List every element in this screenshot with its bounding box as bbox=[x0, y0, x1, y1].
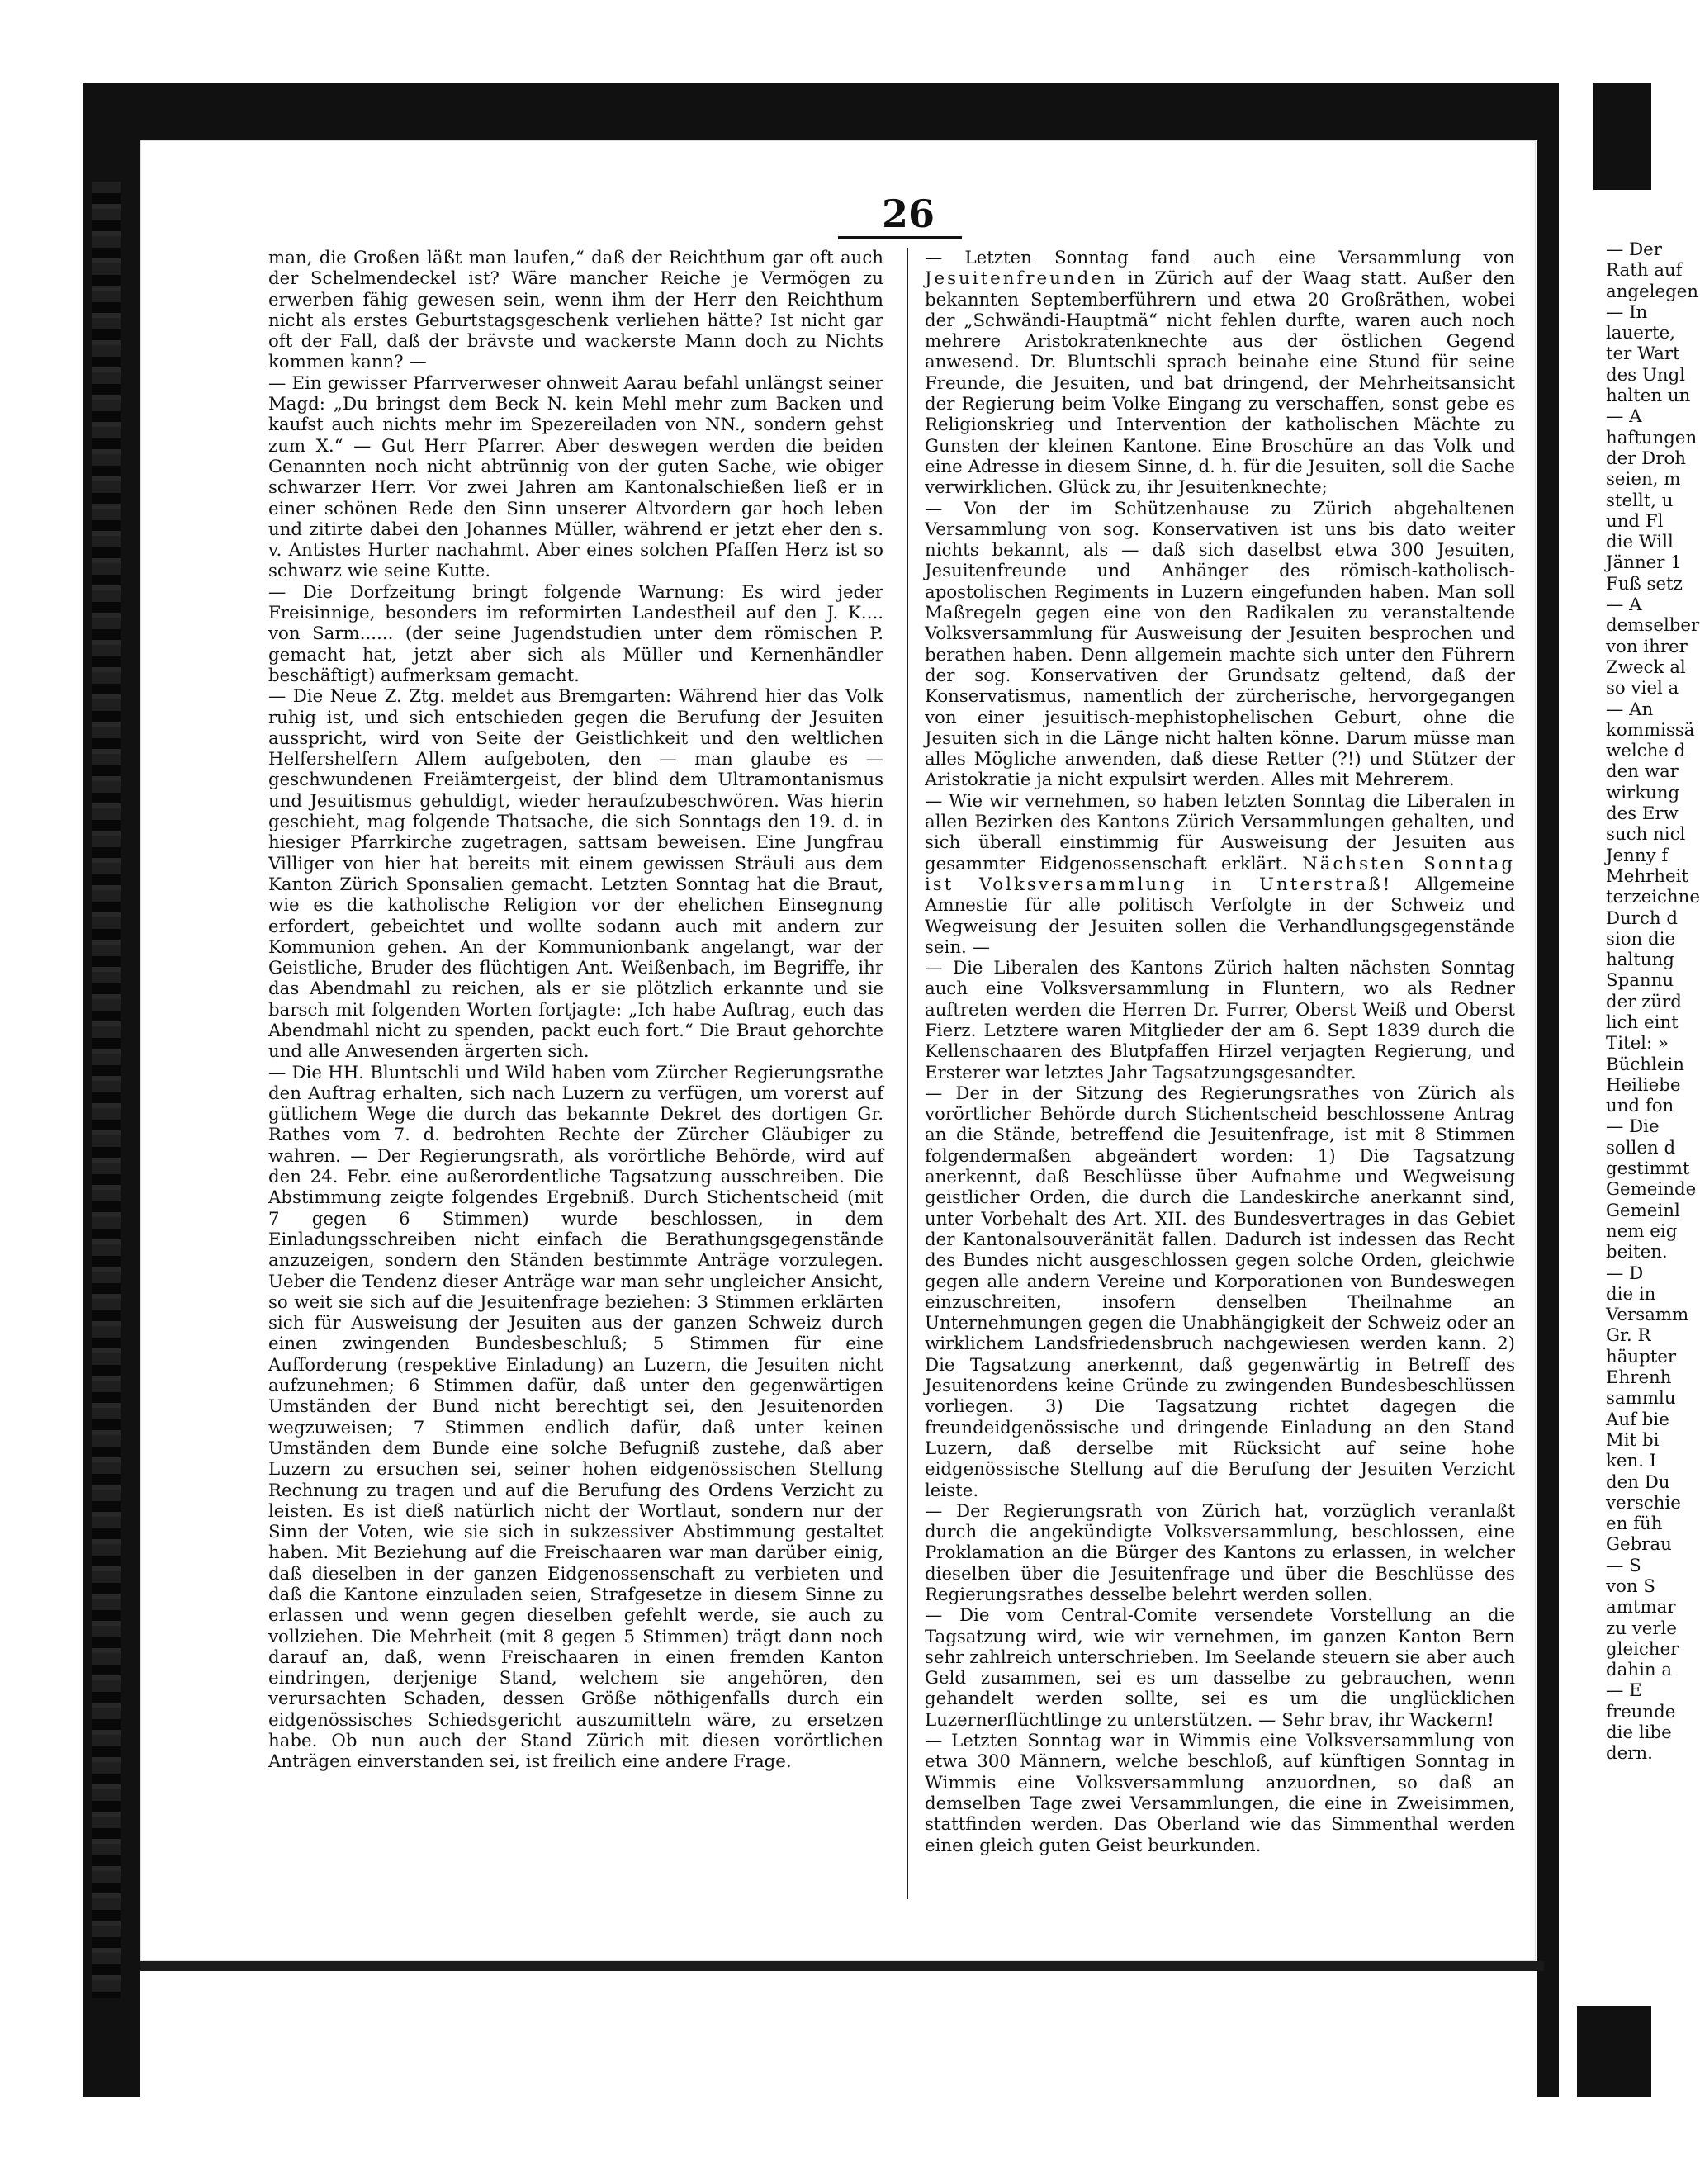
scan-edge-top bbox=[83, 83, 1544, 140]
fragment-line: dahin a bbox=[1606, 1660, 1673, 1681]
fragment-line: sammlu bbox=[1606, 1388, 1676, 1409]
column-divider bbox=[907, 248, 908, 1899]
fragment-line: stellt, u bbox=[1606, 490, 1674, 511]
scan-corner-bottom-right bbox=[1577, 2006, 1651, 2097]
article-paragraph: — Die Neue Z. Ztg. meldet aus Bremgarten: Während hier das Volk ruhig ist, und sich entschieden gegen die Berufung der Jesuiten ausspricht, wird von Seite der Geistlichkeit und den weltlichen Helfershelfern Allem aufgeboten, den — man glaube es — geschwundenen Freiämtergeist, der blind dem Ultramontanismus und Jesuitismus gehuldigt, wieder heraufzubeschwören. Was hierin geschieht, mag folgende Thatsache, die sich Sonntags den 19. d. in hiesiger Pfarrkirche zugetragen, sattsam beweisen. Eine Jungfrau Villiger von hier hat bereits mit einem gewissen Sträuli aus dem Kanton Zürich Sponsalien gemacht. Letzten Sonntag hat die Braut, wie es die katholische Religion vor der ehelichen Einsegnung erfordert, gebeichtet und wollte sodann auch mit andern zur Kommunion gehen. An der Kommunionbank angelangt, war der Geistliche, Bruder des flüchtigen Ant. Weißenbach, im Begriffe, ihr das Abendmahl zu reichen, als er sie plötzlich erkannte und sie barsch mit folgenden Worten fortjagte: „Ich habe Auftrag, euch das Abendmahl nicht zu spenden, packt euch fort.“ Die Braut gehorchte und alle Anwesenden ärgerten sich. bbox=[268, 686, 883, 1063]
scan-gap bbox=[1560, 83, 1593, 2097]
fragment-line: Durch d bbox=[1606, 907, 1679, 929]
paragraph-text: — Wie wir vernehmen, so haben letzten Sonntag die Liberalen in allen Bezirken des Kantons Zürich Versammlungen gehalten, und sich überall einstimmig für Ausweisung der Jesuiten aus gesammter Eidgenossenschaft erklärt. bbox=[925, 790, 1515, 874]
article-paragraph bbox=[925, 1731, 1515, 1856]
fragment-line: halten un bbox=[1606, 386, 1691, 407]
fragment-line: such nicl bbox=[1606, 824, 1686, 846]
fragment-line: zu verle bbox=[1606, 1618, 1677, 1639]
fragment-line: verschie bbox=[1606, 1492, 1681, 1514]
fragment-line: Rath auf bbox=[1606, 260, 1683, 282]
fragment-line: seien, m bbox=[1606, 469, 1681, 490]
fragment-line: sollen d bbox=[1606, 1137, 1676, 1158]
spaced-emphasis: Jesuitenfreunden bbox=[925, 268, 1118, 290]
fragment-line: häupter bbox=[1606, 1346, 1677, 1367]
paragraph-text: — Die vom Central-Comite versendete Vorstellung an die Tagsatzung wird, wie wir vernehmen, im ganzen Kanton Bern sehr zahlreich unterschrieben. Im Seelande steuern sie aber auch Geld zusammen, sei es um dasselbe zu gebrauchen, wenn gehandelt werden sollte, sei es um die unglücklichen Luzernerflüchtlinge zu unterstützen. — Sehr brav, ihr Wackern! bbox=[925, 1605, 1515, 1731]
paragraph-text: — Von der im Schützenhause zu Zürich abgehaltenen Versammlung von sog. Konservativen ist uns bis dato weiter nichts bekannt, als — daß sich daselbst etwa 300 Jesuiten, Jesuitenfreunde und Anhänger des römisch-katholisch-apostolischen Regiments in Luzern eingefunden haben. Man soll Maßregeln gegen eine von den Radikalen zu veranstaltende Volksversammlung für Ausweisung der Jesuiten besprochen und berathen haben. Denn allgemein machte sich unter den Führern der sog. Konservativen der Grundsatz geltend, daß der Konservatismus, namentlich der zürcherische, hervorgegangen von einer jesuitisch-mephistophelischen Geburt, ohne die Jesuiten sich in die Länge nicht halten könne. Darum müsse man alles Mögliche anwenden, daß diese Retter (?!) und Stützer der Aristokratie ja nicht expulsirt werden. Alles mit Mehrerem. bbox=[925, 498, 1515, 791]
fragment-line: Mit bi bbox=[1606, 1429, 1660, 1451]
fragment-line: von S bbox=[1606, 1576, 1655, 1597]
article-paragraph bbox=[925, 248, 1515, 499]
fragment-line: Titel: » bbox=[1606, 1033, 1669, 1054]
fragment-line: wirkung bbox=[1606, 782, 1680, 803]
fragment-line: Heiliebe bbox=[1606, 1074, 1681, 1096]
article-paragraph bbox=[925, 499, 1515, 791]
scan-corner-top-right bbox=[1593, 83, 1651, 190]
fragment-line: gleicher bbox=[1606, 1638, 1679, 1660]
fragment-line: welche d bbox=[1606, 741, 1686, 762]
fragment-line: Fuß setz bbox=[1606, 573, 1683, 595]
fragment-line: — Der bbox=[1606, 239, 1662, 260]
next-page-fragment bbox=[1606, 239, 1700, 1765]
fragment-line: dern. bbox=[1606, 1743, 1653, 1765]
fragment-line: Zweck al bbox=[1606, 656, 1686, 678]
article-paragraph: — Die Dorfzeitung bringt folgende Warnung: Es wird jeder Freisinnige, besonders im reformirten Landestheil auf den J. K.... von Sarm...... (der seine Jugendstudien unter dem römischen P. gemacht hat, jetzt aber sich als Müller und Kernenhändler beschäftigt) aufmerksam gemacht. bbox=[268, 581, 883, 686]
fragment-line: nem eig bbox=[1606, 1220, 1678, 1242]
fragment-line: kommissä bbox=[1606, 719, 1695, 741]
fragment-line: lauerte, bbox=[1606, 323, 1675, 344]
fragment-line: die Will bbox=[1606, 532, 1674, 553]
fragment-line: Spannu bbox=[1606, 970, 1674, 992]
scan-edge-grain bbox=[92, 182, 121, 1998]
fragment-line: der zürd bbox=[1606, 991, 1682, 1012]
fragment-line: Gr. R bbox=[1606, 1325, 1651, 1347]
fragment-line: sion die bbox=[1606, 928, 1676, 950]
article-paragraph: — Die HH. Bluntschli und Wild haben vom Zürcher Regierungsrathe den Auftrag erhalten, sich nach Luzern zu verfügen, um vorerst auf gütlichem Wege die durch das bekannte Dekret des dortigen Gr. Rathes vom 7. d. bedrohten Rechte der Zürcher Gläubiger zu wahren. — Der Regierungsrath, als vorörtliche Behörde, wird auf den 24. Febr. eine außerordentliche Tagsatzung ausschreiben. Die Abstimmung zeigte folgendes Ergebniß. Durch Stichentscheid (mit 7 gegen 6 Stimmen) wurde beschlossen, in dem Einladungsschreiben nicht einfach die Berathungsgegenstände anzuzeigen, sondern den Ständen bestimmte Anträge vorzulegen. Ueber die Tendenz dieser Anträge war man sehr ungleicher Ansicht, so weit sie sich auf die Jesuitenfrage beziehen: 3 Stimmen erklärten sich für Ausweisung der Jesuiten aus der ganzen Schweiz durch einen zwingenden Bundesbeschluß; 5 Stimmen für eine Aufforderung (respektive Einladung) an Luzern, die Jesuiten nicht aufzunehmen; 6 Stimmen dafür, daß unter den gegenwärtigen Umständen der Bund nicht berechtigt sei, den Jesuitenorden wegzuweisen; 7 Stimmen endlich dafür, daß unter keinen Umständen dem Bunde eine solche Befugniß zustehe, daß aber Luzern zu ersuchen sei, seiner hohen eidgenössischen Stellung Rechnung zu tragen und auf die Berufung des Ordens Verzicht zu leisten. Es ist dieß natürlich nicht der Wortlaut, sondern nur der Sinn der Voten, wie sie sich in sukzessiver Abstimmung gestaltet haben. Mit Beziehung auf die Freischaaren war man darüber einig, daß dieselben in der ganzen Eidgenossenschaft zu verbieten und daß die Kantone einzuladen seien, Strafgesetze in diesem Sinne zu erlassen und wenn gegen dieselben gefehlt werde, sie auch zu vollziehen. Die Mehrheit (mit 8 gegen 5 Stimmen) trägt dann noch darauf an, daß, wenn Freischaaren in einen fremden Kanton eindringen, derjenige Stand, welchem sie angehören, den verursachten Schaden, dessen Größe nöthigenfalls durch ein eidgenössisches Schiedsgericht auszumitteln wäre, zu ersetzen habe. Ob nun auch der Stand Zürich mit diesen vorörtlichen Anträgen einverstanden sei, ist freilich eine andere Frage. bbox=[268, 1062, 883, 1773]
fragment-line: — A bbox=[1606, 595, 1642, 616]
fragment-line: en füh bbox=[1606, 1514, 1663, 1535]
fragment-line: des Erw bbox=[1606, 803, 1679, 825]
right-column bbox=[925, 248, 1515, 1856]
fragment-line: — A bbox=[1606, 406, 1642, 428]
paragraph-text: — Der in der Sitzung des Regierungsrathes von Zürich als vorörtlicher Behörde durch Stichentscheid beschlossene Antrag an die Stände, betreffend die Jesuitenfrage, ist mit 8 Stimmen folgendermaßen abgeändert worden: 1) Die Tagsatzung anerkennt, daß Beschlüsse über Aufnahme und Wegweisung geistlicher Orden, die durch die Landeskirche anerkannt sind, unter Vorbehalt des Art. XII. des Bundesvertrages in das Gebiet der Kantonalsouveränität fallen. Dadurch ist indessen das Recht des Bundes nicht ausgeschlossen gegen solche Orden, gleichwie gegen alle andern Vereine und Korporationen von Bundeswegen einzuschreiten, insofern denselben Theilnahme an Unternehmungen gegen die Unabhängigkeit der Schweiz oder an wirklichem Landsfriedensbruch nachgewiesen werden kann. 2) Die Tagsatzung anerkennt, daß gegenwärtig in Betreff des Jesuitenordens keine Gründe zu zwingenden Bundesbeschlüssen vorliegen. 3) Die Tagsatzung richtet dagegen die freundeidgenössische und dringende Einladung an den Stand Luzern, daß derselbe mit Rücksicht auf seine hohe eidgenössische Stellung auf die Berufung der Jesuiten Verzicht leiste. bbox=[925, 1083, 1515, 1501]
fragment-line: der Droh bbox=[1606, 448, 1686, 469]
fragment-line: freunde bbox=[1606, 1701, 1676, 1722]
fragment-line: Mehrheit bbox=[1606, 865, 1688, 887]
scan-edge-bottom bbox=[140, 1961, 1544, 1971]
fragment-line: von ihrer bbox=[1606, 636, 1688, 657]
scan-edge-right bbox=[1537, 83, 1559, 2097]
article-paragraph bbox=[925, 1605, 1515, 1731]
fragment-line: Versamm bbox=[1606, 1305, 1689, 1326]
fragment-line: Büchlein bbox=[1606, 1054, 1684, 1075]
fragment-line: und fon bbox=[1606, 1096, 1674, 1117]
fragment-line: — D bbox=[1606, 1263, 1644, 1284]
spaced-emphasis: Nächsten Sonntag ist Volksversammlung in Unterstraß! bbox=[925, 853, 1515, 895]
article-paragraph: — Ein gewisser Pfarrverweser ohnweit Aarau befahl unlängst seiner Magd: „Du bringst dem Beck N. kein Mehl mehr zum Backen und kaufst auch nichts mehr im Spezereiladen von NN., sondern gehst zum X.“ — Gut Herr Pfarrer. Aber deswegen werden die beiden Genannten noch nicht abtrünnig von der guten Sache, wie obiger schwarzer Herr. Vor zwei Jahren am Kantonalschießen ließ er in einer schönen Rede den Sinn unserer Altvordern gar hoch leben und zitirte dabei den Johannes Müller, während er jetzt eher den s. v. Antistes Hurter nachahmt. Aber eines solchen Pfaffen Herz ist so schwarz wie seine Kutte. bbox=[268, 372, 883, 582]
fragment-line: haltung bbox=[1606, 950, 1674, 971]
page-number-rule bbox=[838, 236, 962, 239]
fragment-line: ter Wart bbox=[1606, 343, 1680, 365]
fragment-line: beiten. bbox=[1606, 1242, 1668, 1263]
fragment-line: die in bbox=[1606, 1283, 1656, 1305]
fragment-line: Ehrenh bbox=[1606, 1367, 1672, 1389]
paragraph-text: in Zürich auf der Waag statt. Außer den bekannten Septemberführern und etwa 20 Großräthen, wobei der „Schwändi-Hauptmä“ nicht fehlen durfte, waren auch noch mehrere Aristokratenknechte aus der östlichen Gegend anwesend. Dr. Bluntschli sprach beinahe eine Stund für seine Freunde, die Jesuiten, und bat dringend, der Mehrheitsansicht der Regierung beim Volke Eingang zu verschaffen, sonst gebe es Religionskrieg und Intervention der katholischen Mächte zu Gunsten der kleinen Kantone. Eine Broschüre an das Volk und eine Adresse in diesem Sinne, d. h. für die Jesuiten, soll die Sache verwirklichen. Glück zu, ihr Jesuitenknechte; bbox=[925, 268, 1515, 499]
fragment-line: Gebrau bbox=[1606, 1534, 1672, 1556]
fragment-line: demselber bbox=[1606, 615, 1700, 637]
fragment-line: Jänner 1 bbox=[1606, 552, 1682, 574]
article-paragraph: man, die Großen läßt man laufen,“ daß der Reichthum gar oft auch der Schelmendeckel ist? Wäre mancher Reiche je Vermögen zu erwerben fähig gewesen sein, wenn ihm der Herr den Reichthum nicht als erstes Geburtstagsgeschenk verliehen hätte? Ist nicht gar oft der Fall, daß der brävste und wackerste Mann doch zu Nichts kommen kann? — bbox=[268, 248, 883, 373]
fragment-line: und Fl bbox=[1606, 510, 1664, 532]
article-paragraph bbox=[925, 958, 1515, 1083]
left-column bbox=[268, 248, 883, 1773]
paragraph-text: — Die Liberalen des Kantons Zürich halten nächsten Sonntag auch eine Volksversammlung in Fluntern, wo als Redner auftreten werden die Herren Dr. Furrer, Oberst Weiß und Oberst Fierz. Letztere waren Mitglieder der am 6. Sept 1839 durch die Kellenschaaren des Blutpfaffen Hirzel verjagten Regierung, und Ersterer war letztes Jahr Tagsatzungsgesandter. bbox=[925, 958, 1515, 1083]
fragment-line: — In bbox=[1606, 301, 1648, 323]
paragraph-text: — Letzten Sonntag fand auch eine Versammlung von bbox=[925, 248, 1515, 268]
paragraph-text: Allgemeine Amnestie für alle politisch Verfolgte in der Schweiz und Wegweisung der Jesuiten sollen die Verhandlungsgegenstände sein. — bbox=[925, 874, 1516, 958]
fragment-line: — S bbox=[1606, 1555, 1641, 1576]
paragraph-text: — Letzten Sonntag war in Wimmis eine Volksversammlung von etwa 300 Männern, welche beschloß, auf künftigen Sonntag in Wimmis eine Volksversammlung anzuordnen, so daß an demselben Tage zwei Versammlungen, die eine in Zweisimmen, stattfinden werden. Das Oberland wie das Simmenthal werden einen gleich guten Geist beurkunden. bbox=[925, 1731, 1515, 1856]
fragment-line: Gemeinl bbox=[1606, 1200, 1680, 1221]
fragment-line: ken. I bbox=[1606, 1451, 1657, 1472]
fragment-line: haftungen bbox=[1606, 427, 1698, 448]
article-paragraph bbox=[925, 791, 1515, 958]
fragment-line: des Ungl bbox=[1606, 364, 1686, 386]
article-paragraph bbox=[925, 1501, 1515, 1605]
fragment-line: den Du bbox=[1606, 1471, 1670, 1493]
paragraph-text: — Der Regierungsrath von Zürich hat, vorzüglich veranlaßt durch die angekündigte Volksversammlung, beschlossen, eine Proklamation an die Bürger des Kantons zu erlassen, in welcher dieselben über die Jesuitenfrage und über die Beschlüsse des Regierungsrathes desselbe belehrt werden sollen. bbox=[925, 1500, 1515, 1605]
fragment-line: angelegen bbox=[1606, 281, 1699, 302]
fragment-line: — Die bbox=[1606, 1116, 1660, 1138]
fragment-line: — E bbox=[1606, 1680, 1642, 1702]
fragment-line: terzeichne bbox=[1606, 887, 1700, 908]
page-number: 26 bbox=[881, 192, 935, 236]
fragment-line: amtmar bbox=[1606, 1597, 1676, 1618]
fragment-line: Gemeinde bbox=[1606, 1179, 1697, 1201]
fragment-line: den war bbox=[1606, 761, 1679, 783]
fragment-line: lich eint bbox=[1606, 1011, 1679, 1033]
fragment-line: gestimmt bbox=[1606, 1158, 1690, 1180]
fragment-line: — An bbox=[1606, 699, 1654, 720]
fragment-line: die libe bbox=[1606, 1722, 1672, 1744]
article-paragraph bbox=[925, 1083, 1515, 1501]
fragment-line: so viel a bbox=[1606, 678, 1679, 699]
fragment-line: Auf bie bbox=[1606, 1409, 1669, 1430]
fragment-line: Jenny f bbox=[1606, 845, 1669, 866]
